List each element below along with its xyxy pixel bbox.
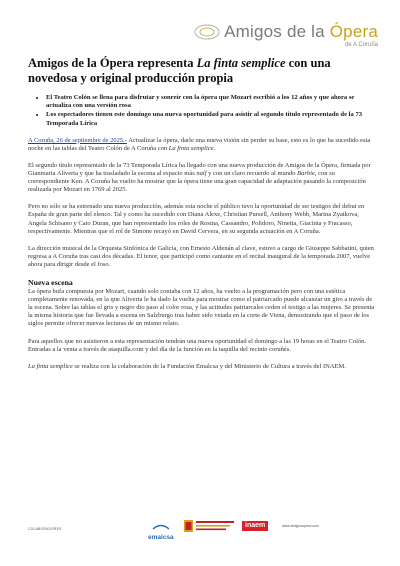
logo-de-la: de la xyxy=(286,22,325,41)
press-release-body xyxy=(28,56,376,371)
logo-amigos: Amigos xyxy=(224,22,282,41)
logo-subtitle: de A Coruña xyxy=(344,42,378,48)
amigos-opera-logo xyxy=(192,22,378,48)
highlights-list xyxy=(28,94,376,128)
paragraph-production: El segundo título representado de la 73 Temporada Lírica ha llegado con una nueva producción de Amigos de la Ópera, firmada por Gianmaria Aliverta y que ha trasladado la escena al espacio más naíf y con un claro recuerdo al mundo Barbie, con su correspondiente Ken. A Coruña ha vuelto ha mostrar que la ópera tiene una gran capacidad de adaptación pasando la composición realizada por Mozart en 1769 al 2025. xyxy=(28,162,371,194)
spain-government-emblem-icon xyxy=(184,519,236,533)
emalcsa-logo: emalcsa xyxy=(148,518,174,541)
dateline-link[interactable]: A Coruña, 26 de septiembre de 2025.- xyxy=(28,136,127,144)
ministerio-cultura-logo xyxy=(184,519,236,538)
paragraph-collaboration: La finta semplice se realiza con la colaboración de la Fundación Emalcsa y del Ministerio de Cultura a través del INAEM. xyxy=(28,362,346,370)
section-heading: Nueva escena xyxy=(28,278,73,288)
paragraph-cast: Pero no sólo se ha estrenado una nueva producción, además esta noche el público tuvo la oportunidad de ser testigos del debut en España de gran parte del elenco. Tal y como ha sucedido con Diana Alexe, Christian Pursell, Anthony Webb, Marina Zyatkova, Angela Schisano y Caio Duran, que han representado los roles de Rosina, Cassandro, Polidoro, Ninetta, Giacinta y Fracasso, respectivamente. Mientras que el rol de Simone recayó en David Cervera, en su segunda actuación en A Coruña. xyxy=(28,203,365,235)
emalcsa-mark-icon xyxy=(151,522,171,531)
paragraph-tickets: Para aquellos que no asistieron a esta representación tendrán una nueva oportunidad el domingo a las 19 horas en el Teatro Colón. Entradas a la venta a través de ataquilla.com y del día de la función en la taquilla del recinto coruñés. xyxy=(28,337,367,353)
logo-opera: Ópera xyxy=(329,22,378,41)
collaborators-label: COLABORADORES xyxy=(28,527,62,531)
highlight-item: • Los espectadores tienen este domingo una nueva oportunidad para asistir al segundo título representado de la 73 Temporada Lírica xyxy=(46,111,376,127)
paragraph-intro: A Coruña, 26 de septiembre de 2025.- Actualizar la ópera, darle una nueva visión sin perder su base, esto es lo que ha sucedido esta noche en las tablas del Teatro Colón de A Coruña con La finta semplice. xyxy=(28,136,371,152)
paragraph-new-scene: La ópera bufa compuesta por Mozart, cuando solo contaba con 12 años, ha vuelto a la programación pero con una estética completamente renovada, en la que Aliverta le ha dado la vuelta para mostrar como el patriarcado puede alcanzar un giro a través de la escena. Sobre las tablas el gris y negro dio paso al color rosa, y las actitudes patriarcales ceden el testigo a las mujeres. Se presenta la misma historia que fue llevada a escena en Salzburgo tras haber sido vetada en la corte de Viena, demostrando que el paso de los siglos permite ofrecer nuevas lecturas de un mismo relato. xyxy=(28,288,375,328)
press-title: Amigos de la Ópera representa La finta semplice con una novedosa y original producción propia xyxy=(28,56,331,85)
website-link[interactable]: www.amigosopera.com xyxy=(282,524,320,528)
paragraph-direction: La dirección musical de la Orquesta Sinfónica de Galicia, con Ernesto Aldenán al clave, estuvo a cargo de Giuseppe Sabbatini, quien regresa a A Coruña tras casi dos décadas. El tenor, que participó como cantante en el recital inaugural de la temporada 2007, vuelve ahora para dirigir desde el foso. xyxy=(28,244,374,268)
highlight-item: • El Teatro Colón se llena para disfrutar y sonreír con la ópera que Mozart escribió a los 12 años y que ahora se actualiza con una versión rosa xyxy=(46,94,376,110)
sponsors-footer xyxy=(28,516,378,541)
inaem-logo: inaem xyxy=(242,521,268,531)
theater-mask-icon xyxy=(192,22,222,40)
